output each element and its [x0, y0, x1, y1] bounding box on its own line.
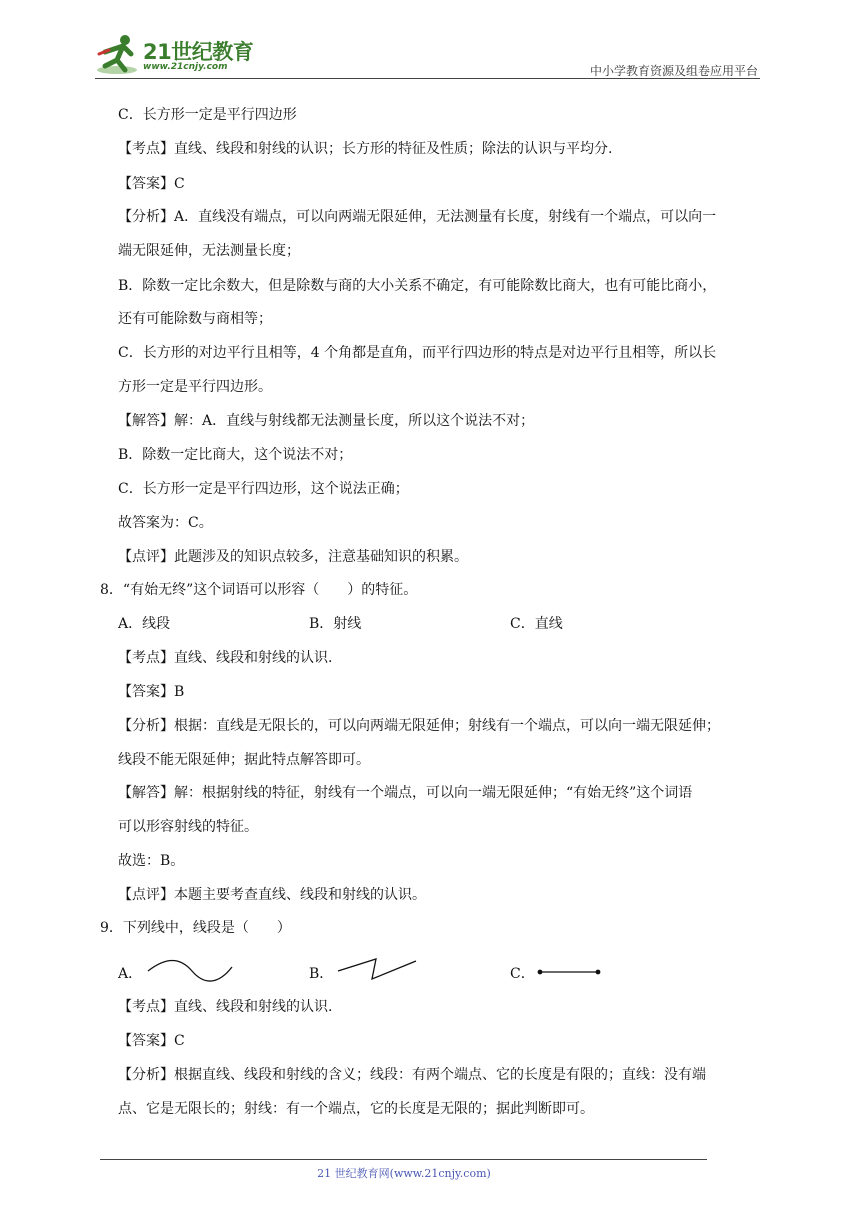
q7-conclusion: 故答案为：C。 — [118, 515, 213, 531]
q9-answer: 【答案】C — [118, 1033, 185, 1049]
q8-answer: 【答案】B — [118, 684, 185, 700]
q9-option-b-label: B． — [309, 966, 334, 982]
q7-fenxi-line-6: 方形一定是平行四边形。 — [118, 379, 272, 395]
q7-answer: 【答案】C — [118, 176, 185, 192]
q7-fenxi-line-4: 还有可能除数与商相等； — [118, 311, 272, 327]
q7-dianping: 【点评】此题涉及的知识点较多，注意基础知识的积累。 — [118, 549, 468, 565]
q9-fenxi-line-1: 【分析】根据直线、线段和射线的含义；线段：有两个端点、它的长度是有限的；直线：没有端 — [118, 1067, 706, 1083]
logo-text: 21世纪教育 — [143, 40, 254, 64]
q8-conclusion: 故选：B。 — [118, 853, 185, 869]
logo-url: www.21cnjy.com — [143, 62, 228, 72]
q7-kaodian: 【考点】直线、线段和射线的认识；长方形的特征及性质；除法的认识与平均分. — [118, 141, 613, 157]
page-header — [95, 30, 760, 80]
q7-fenxi-line-2: 端无限延伸，无法测量长度； — [118, 243, 300, 259]
q7-jieda-line-1: 【解答】解：A．直线与射线都无法测量长度，所以这个说法不对； — [118, 413, 535, 429]
header-divider — [95, 78, 760, 79]
curve-line-figure — [146, 957, 236, 987]
q8-jieda-line-1: 【解答】解：根据射线的特征，射线有一个端点，可以向一端无限延伸；“有始无终”这个词语 — [118, 785, 693, 801]
q9-stem: 9．下列线中，线段是（ ） — [100, 920, 291, 936]
q9-fenxi-line-2: 点、它是无限长的；射线：有一个端点，它的长度是无限的；据此判断即可。 — [118, 1101, 594, 1117]
runner-logo-icon — [95, 32, 141, 78]
q7-jieda-line-2: B．除数一定比商大，这个说法不对； — [118, 447, 353, 463]
q9-kaodian: 【考点】直线、线段和射线的认识. — [118, 999, 333, 1015]
q7-jieda-line-3: C．长方形一定是平行四边形，这个说法正确； — [118, 481, 409, 497]
q8-fenxi-line-2: 线段不能无限延伸；据此特点解答即可。 — [118, 752, 370, 768]
q7-fenxi-line-1: 【分析】A．直线没有端点，可以向两端无限延伸，无法测量有长度，射线有一个端点，可以向一 — [118, 209, 717, 225]
q8-kaodian: 【考点】直线、线段和射线的认识. — [118, 650, 333, 666]
q7-option-c: C．长方形一定是平行四边形 — [118, 107, 297, 123]
line-segment-figure — [536, 957, 602, 987]
q8-stem: 8．“有始无终”这个词语可以形容（ ）的特征。 — [100, 582, 418, 598]
q9-option-a-label: A． — [118, 966, 143, 982]
q8-option-b: B．射线 — [309, 616, 362, 632]
logo — [95, 32, 265, 78]
q9-option-c-label: C． — [510, 966, 535, 982]
platform-name: 中小学教育资源及组卷应用平台 — [589, 64, 758, 78]
q8-jieda-line-2: 可以形容射线的特征。 — [118, 819, 258, 835]
q7-fenxi-line-3: B．除数一定比余数大，但是除数与商的大小关系不确定，有可能除数比商大，也有可能比商小， — [118, 278, 717, 294]
q8-dianping: 【点评】本题主要考查直线、线段和射线的认识。 — [118, 887, 426, 903]
footer-divider — [100, 1159, 707, 1160]
q8-option-c: C．直线 — [510, 616, 563, 632]
q8-option-a: A．线段 — [118, 616, 171, 632]
q8-fenxi-line-1: 【分析】根据：直线是无限长的，可以向两端无限延伸；射线有一个端点，可以向一端无限延伸； — [118, 718, 720, 734]
q7-fenxi-line-5: C．长方形的对边平行且相等，4 个角都是直角，而平行四边形的特点是对边平行且相等，所以长 — [118, 345, 717, 361]
page-footer: 21 世纪教育网(www.21cnjy.com) — [317, 1167, 491, 1180]
zigzag-line-figure — [336, 957, 420, 987]
